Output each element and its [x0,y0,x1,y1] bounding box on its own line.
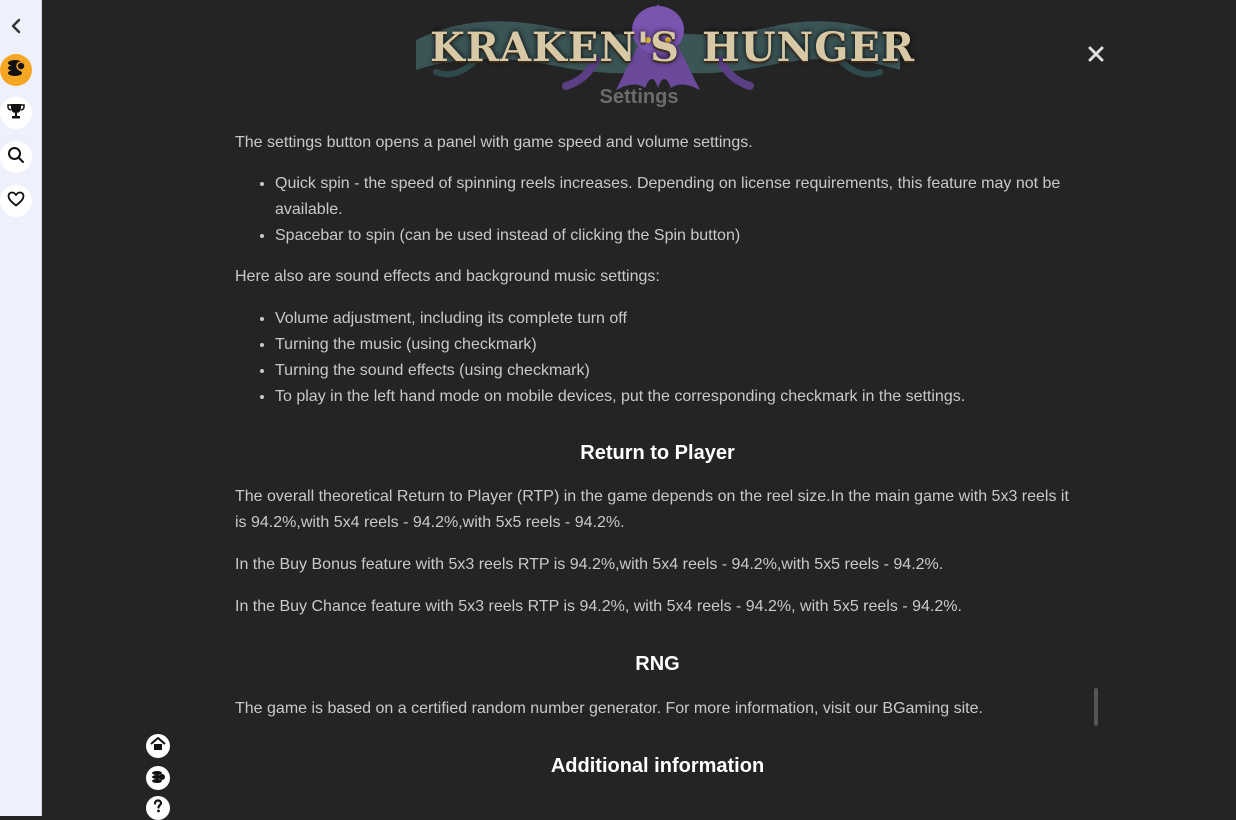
search-icon [7,146,25,169]
logo-word-krakens: KRAKEN'S [430,24,680,71]
section-heading-additional: Additional information [550,755,765,777]
sidebar-item-search[interactable] [0,141,32,173]
sidebar [0,0,42,816]
rng-paragraph: The game is based on a certified random number generator. For more information, visit our BGaming site. [235,700,983,717]
heart-icon [7,191,25,212]
back-chevron-icon[interactable] [6,16,26,36]
coin-stack-icon [150,768,166,789]
sidebar-item-favorites[interactable] [0,185,32,217]
sound-intro: Here also are sound effects and background music settings: [235,268,660,285]
list-item: • Spacebar to spin (can be used instead of clicking the Spin button) [275,223,1080,249]
rtp-paragraph-buy-bonus: In the Buy Bonus feature with 5x3 reels RTP is 94.2%,with 5x4 reels - 94.2%,with 5x5 reels - 94.2%. [235,556,944,573]
question-icon [150,798,166,819]
section-heading-rng: RNG [635,653,680,675]
close-button[interactable] [1086,46,1106,66]
home-icon [150,736,166,757]
list-item: • Turning the music (using checkmark) [275,332,1080,358]
close-icon [1088,46,1104,67]
rtp-paragraph-main: The overall theoretical Return to Player (RTP) in the game depends on the reel size.In the main game with 5x3 reels it is 94.2%,with 5x4 reels - 94.2%,with 5x5 reels - 94.2%. [235,488,1069,531]
logo-word-hunger: HUNGER [702,24,916,71]
sidebar-item-trophy[interactable] [0,97,32,129]
list-item: • Volume adjustment, including its complete turn off [275,306,1080,332]
section-heading-rtp: Return to Player [580,442,735,464]
game-logo [416,0,916,96]
coins-icon [6,59,26,82]
rtp-paragraph-buy-chance: In the Buy Chance feature with 5x3 reels RTP is 94.2%, with 5x4 reels - 94.2%, with 5x5 reels - 94.2%. [235,598,962,615]
game-rules-panel [42,0,1236,816]
list-item: • Turning the sound effects (using checkmark) [275,358,1080,384]
scrollbar-thumb[interactable] [1094,688,1098,726]
sound-list [235,306,1080,410]
sidebar-item-coins[interactable] [0,54,32,86]
home-button[interactable] [146,734,170,758]
bet-button[interactable] [146,766,170,790]
settings-intro: The settings button opens a panel with game speed and volume settings. [235,134,753,151]
help-button[interactable] [146,796,170,820]
list-item: • Quick spin - the speed of spinning reels increases. Depending on license requirements, this feature may not be available. [275,171,1080,223]
list-item: • To play in the left hand mode on mobile devices, put the corresponding checkmark in the settings. [275,384,1080,410]
settings-list [235,171,1080,249]
trophy-icon [7,102,25,125]
section-heading-settings: Settings [599,86,679,108]
